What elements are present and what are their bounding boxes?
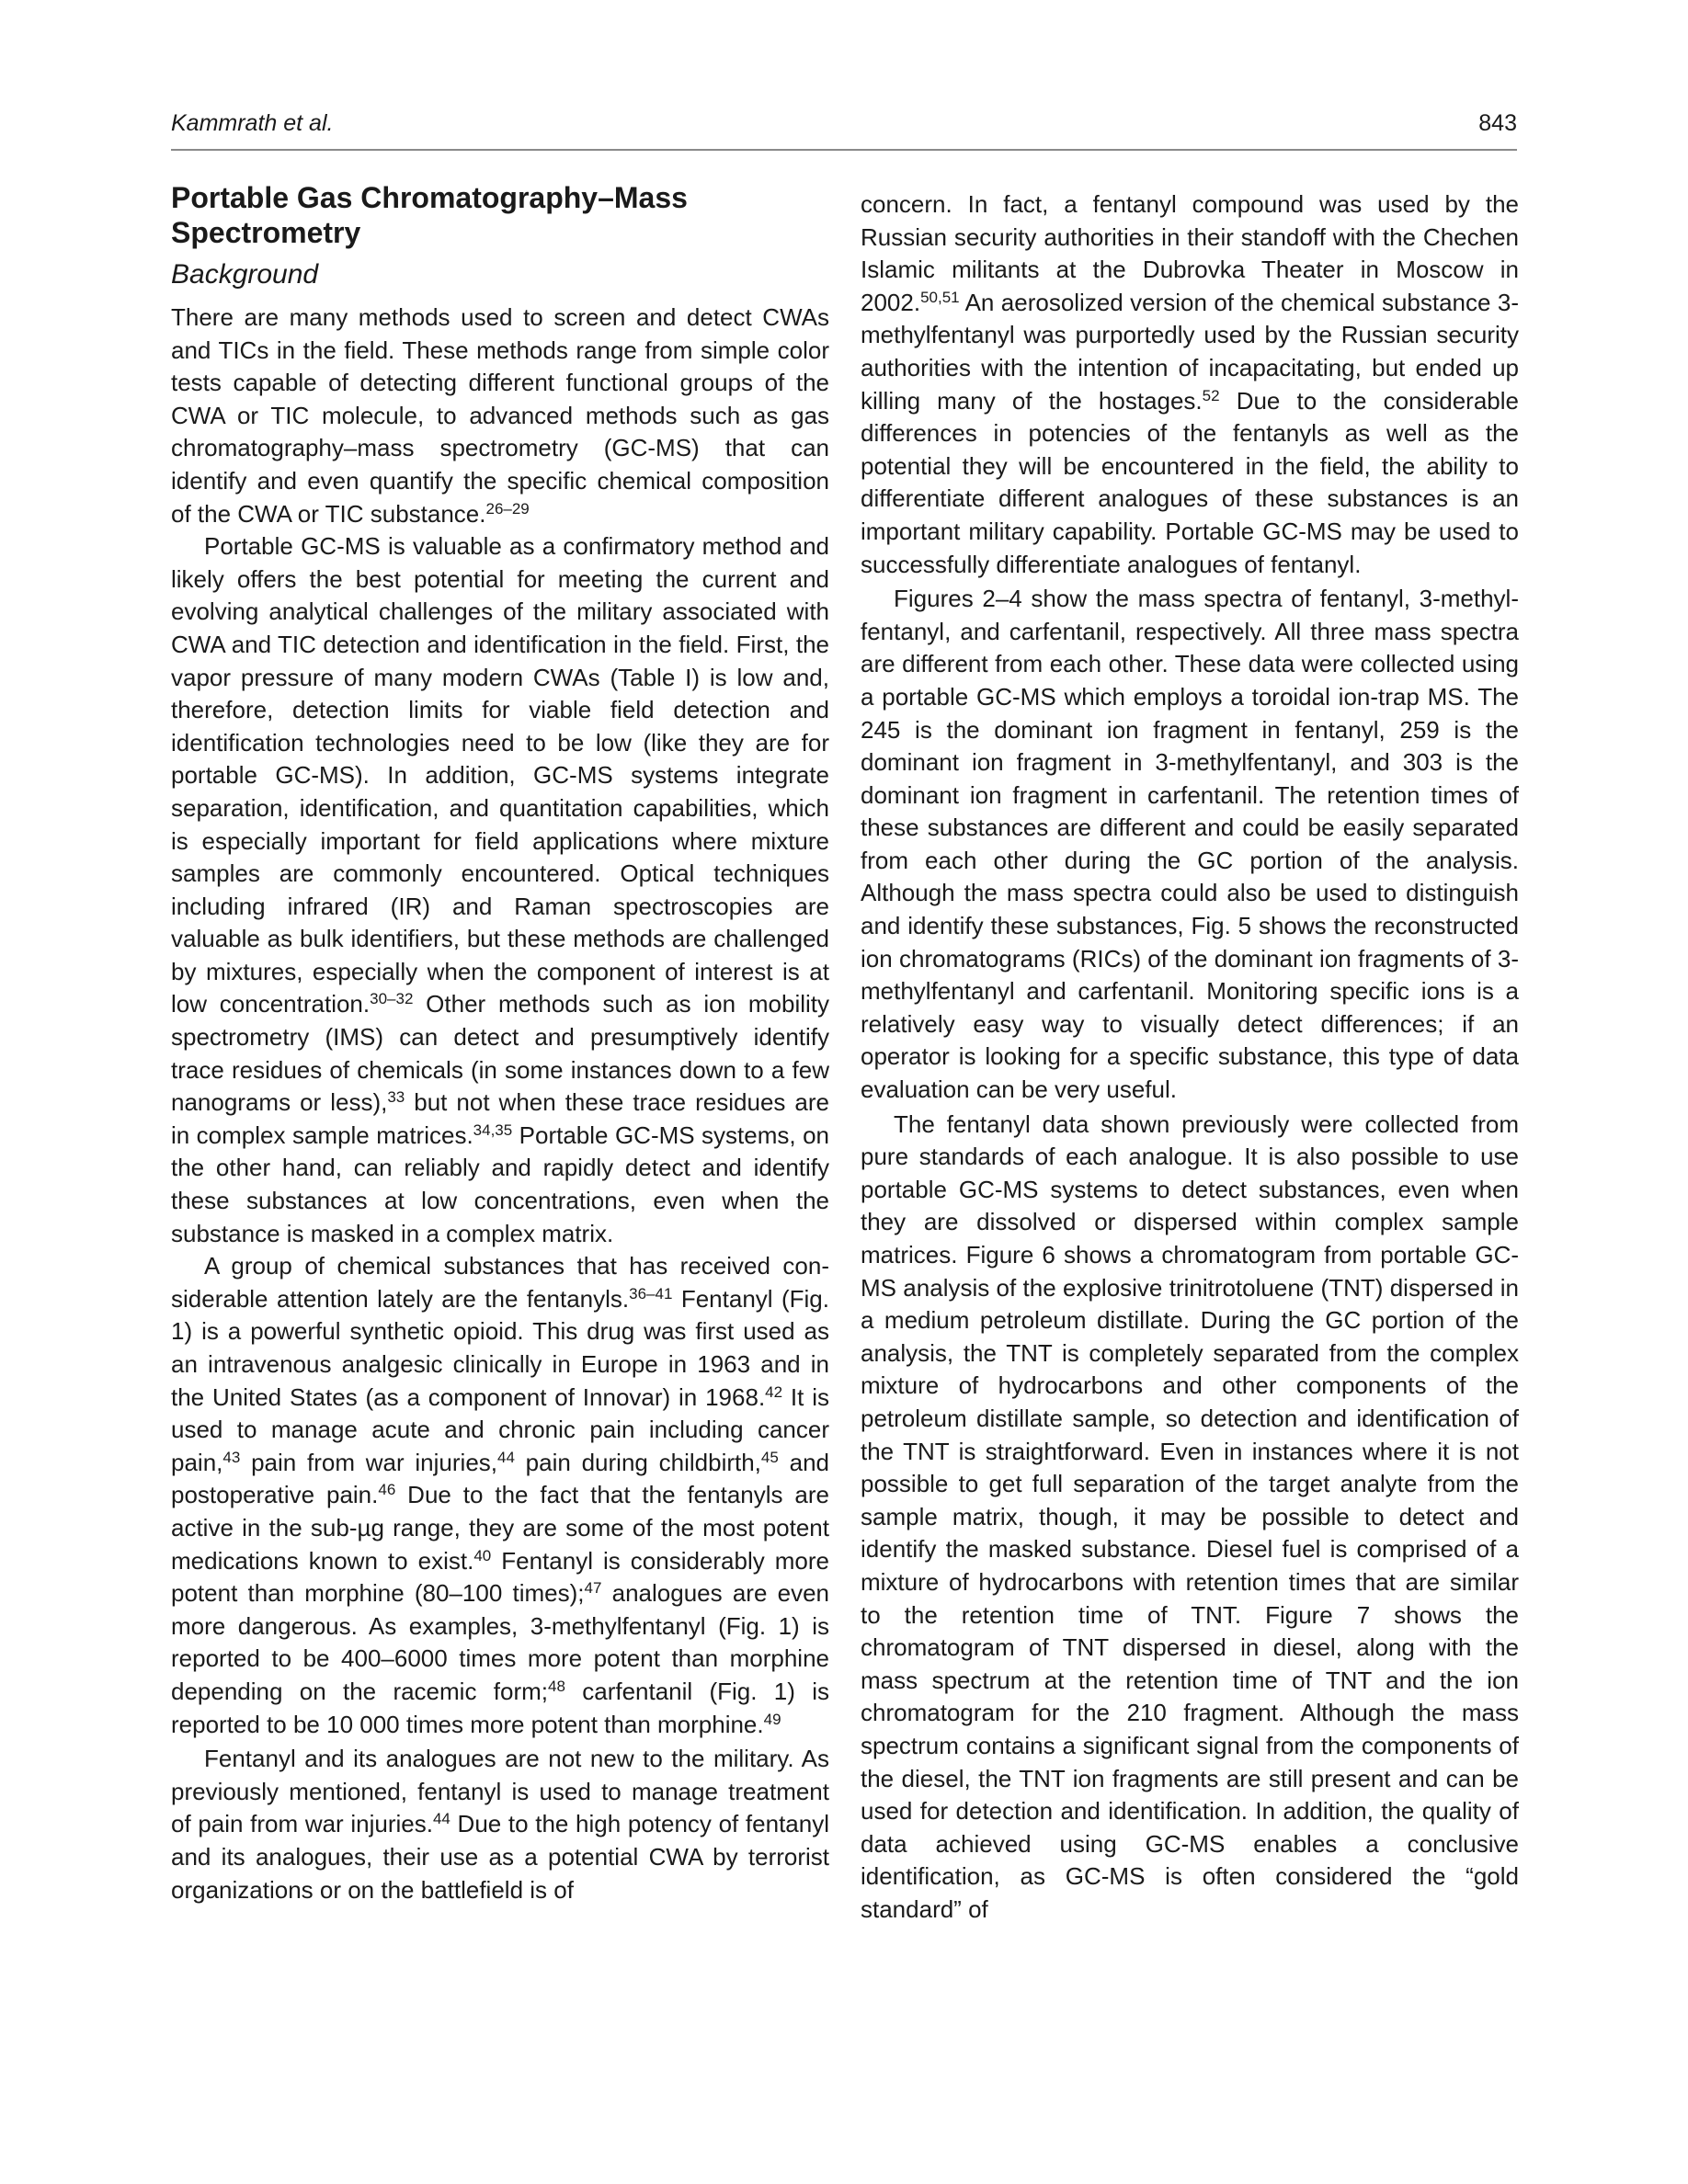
citation: 42 bbox=[765, 1382, 783, 1401]
citation: 44 bbox=[432, 1810, 451, 1828]
citation: 40 bbox=[473, 1546, 492, 1564]
citation: 49 bbox=[763, 1710, 781, 1728]
citation: 34,35 bbox=[473, 1120, 513, 1139]
citation: 48 bbox=[548, 1677, 565, 1695]
citation: 46 bbox=[378, 1481, 396, 1499]
page-number: 843 bbox=[1478, 110, 1517, 136]
paragraph: There are many methods used to screen and detect CWAs and TICs in the field. These methods range from simple color tests capable of detecting different functional groups of the CWA or TIC molecule, to advanced methods such as gas chromatography–mass spectrometry (GC-MS) that can identify and even quantify the specific chemical composition of the CWA or TIC substance.$^{26-29}$ bbox=[171, 303, 829, 528]
citation: 30–32 bbox=[370, 990, 414, 1008]
citation: 45 bbox=[760, 1448, 779, 1466]
header-divider bbox=[171, 149, 1517, 151]
citation: 33 bbox=[387, 1088, 405, 1107]
paragraph: The fentanyl data shown previously were collected from pure standards of each analogue. It is also possible to use portable GC-MS systems to detect substances, even when they are dissolved or dispersed within complex sample matrices. Figure 6 shows a chromatogram from portable GC-MS analysis of the explosive trinitrotoluene (TNT) dispersed in a medium petroleum distillate. During the GC portion of the analysis, the TNT is completely separated from the complex mixture of hydrocarbons and other components of the petroleum distillate sample, so detection and identification of the TNT is straightforward. Even in instances where it is not possible to get full separation of the target analyte from the sample matrix, though, it may be possible to detect and identify the masked substance. Diesel fuel is comprised of a mixture of hydrocarbons with retention times that are similar to the retention time of TNT. Figure 7 shows the chromatogram of TNT dispersed in diesel, along with the mass spectrum at the retention time of TNT and the ion chromatogram for the 210 fragment. Although the mass spectrum contains a significant signal from the components of the diesel, the TNT ion fragments are still present and can be used for detection and identification. In addition, the quality of data achieved using GC-MS enables a conclusive identification, as GC-MS is often considered the “gold standard” of bbox=[861, 1109, 1519, 1923]
running-header-author: Kammrath et al. bbox=[171, 110, 334, 136]
paragraph: Fentanyl and its analogues are not new to the military. As previously mentioned, fentanyl is used to manage treatment of pain from war injuries.$^{44}$ Due to the high potency of fentanyl and its analogues, their use as a potential CWA by terrorist organizations or on the battlefield is of bbox=[171, 1745, 829, 1904]
paragraph: concern. In fact, a fentanyl compound was used by the Russian security authorities in their standoff with the Chechen Islamic militants at the Dubrovka Theater in Moscow in 2002.$^{50,51}$ An aerosolized version of the chemical substance 3-methylfentanyl was purportedly used by the Russian security authorities with the intention of incapacitating, but ended up killing many of the hostages.$^{52}$ Due to the considerable differences in potencies of the fentanyls as well as the potential they will be encountered in the field, the ability to differentiate different analogues of these substances is an important military capability. Portable GC-MS may be used to successfully differentiate analogues of fentanyl. bbox=[861, 190, 1519, 578]
left-column bbox=[171, 180, 829, 1906]
paragraph: A group of chemical substances that has received considerable attention lately are the fentanyls.$^{36-41}$ Fentanyl (Fig. 1) is a powerful synthetic opioid. This drug was first used as an intravenous analgesic clinically in Europe in 1963 and in the United States (as a component of Innovar) in 1968.42 It is used to manage acute and chronic pain including cancer pain,$^{43}$ pain from war injuries,$^{44}$ pain during childbirth,$^{45}$ and postoperative pain.$^{46}$ Due to the fact that the fentanyls are active in the sub-µg range, they are some of the most potent medications known to exist.$^{40}$ Fentanyl is considerably more potent than morphine (80–100 times);$^{47}$ analogues are even more dangerous. As examples, 3-methylfentanyl (Fig. 1) is reported to be 400–6000 times more potent than morphine depending on the racemic form;$^{48}$ carfentanil (Fig. 1) is reported to be 10 000 times more potent than morphine.$^{49}$ bbox=[171, 1252, 830, 1738]
citation: 36–41 bbox=[629, 1284, 673, 1302]
citation: 43 bbox=[222, 1448, 241, 1466]
paragraph: Figures 2–4 show the mass spectra of fentanyl, 3-methylfentanyl, and carfentanil, respectively. All three mass spectra are different from each other. These data were collected using a portable GC-MS which employs a toroidal ion-trap MS. The 245 is the dominant ion fragment in fentanyl, 259 is the dominant ion fragment in 3-methylfentanyl, and 303 is the dominant ion fragment in carfentanil. The retention times of these substances are different and could be easily separated from each other during the GC portion of the analysis. Although the mass spectra could also be used to distinguish and identify these substances, Fig. 5 shows the reconstructed ion chromatograms (RICs) of the dominant ion fragments of 3-methylfentanyl and carfentanil. Monitoring specific ions is a relatively easy way to visually detect differences; if an operator is looking for a specific substance, this type of data evaluation can be very useful. bbox=[861, 585, 1519, 1104]
citation: 26–29 bbox=[485, 499, 530, 518]
right-column bbox=[861, 188, 1519, 1926]
citation: 50,51 bbox=[920, 288, 960, 306]
section-heading: Portable Gas Chromatography–Mass Spectrometry bbox=[171, 181, 688, 249]
citation: 44 bbox=[497, 1448, 515, 1466]
citation: 52 bbox=[1202, 386, 1220, 404]
citation: 47 bbox=[584, 1579, 602, 1598]
paragraph: Portable GC-MS is valuable as a confirmatory method and likely offers the best potential for meeting the current and evolving analytical challenges of the military associated with CWA and TIC detection and identification in the field. First, the vapor pressure of many modern CWAs (Table I) is low and, therefore, detection limits for viable field detection and identification technologies need to be low (like they are for portable GC-MS). In addition, GC-MS systems integrate separation, identification, and quantitation capabilities, which is especially important for field applications where mixture samples are commonly encountered. Optical techniques including infrared (IR) and Raman spectroscopies are valuable as bulk identifiers, but these methods are challenged by mixtures, especially when the component of interest is at low concentration.$^{30-32}$ Other methods such as ion mobility spectrometry (IMS) can detect and presumptively identify trace residues of chemicals (in some instances down to a few nanograms or less),$^{33}$ but not when these trace residues are in complex sample matrices.$^{34,35}$ Portable GC-MS systems, on the other hand, can reliably and rapidly detect and identify these substances at low concentrations, even when the substance is masked in a complex matrix. bbox=[171, 532, 830, 1247]
subsection-heading: Background bbox=[171, 259, 319, 290]
